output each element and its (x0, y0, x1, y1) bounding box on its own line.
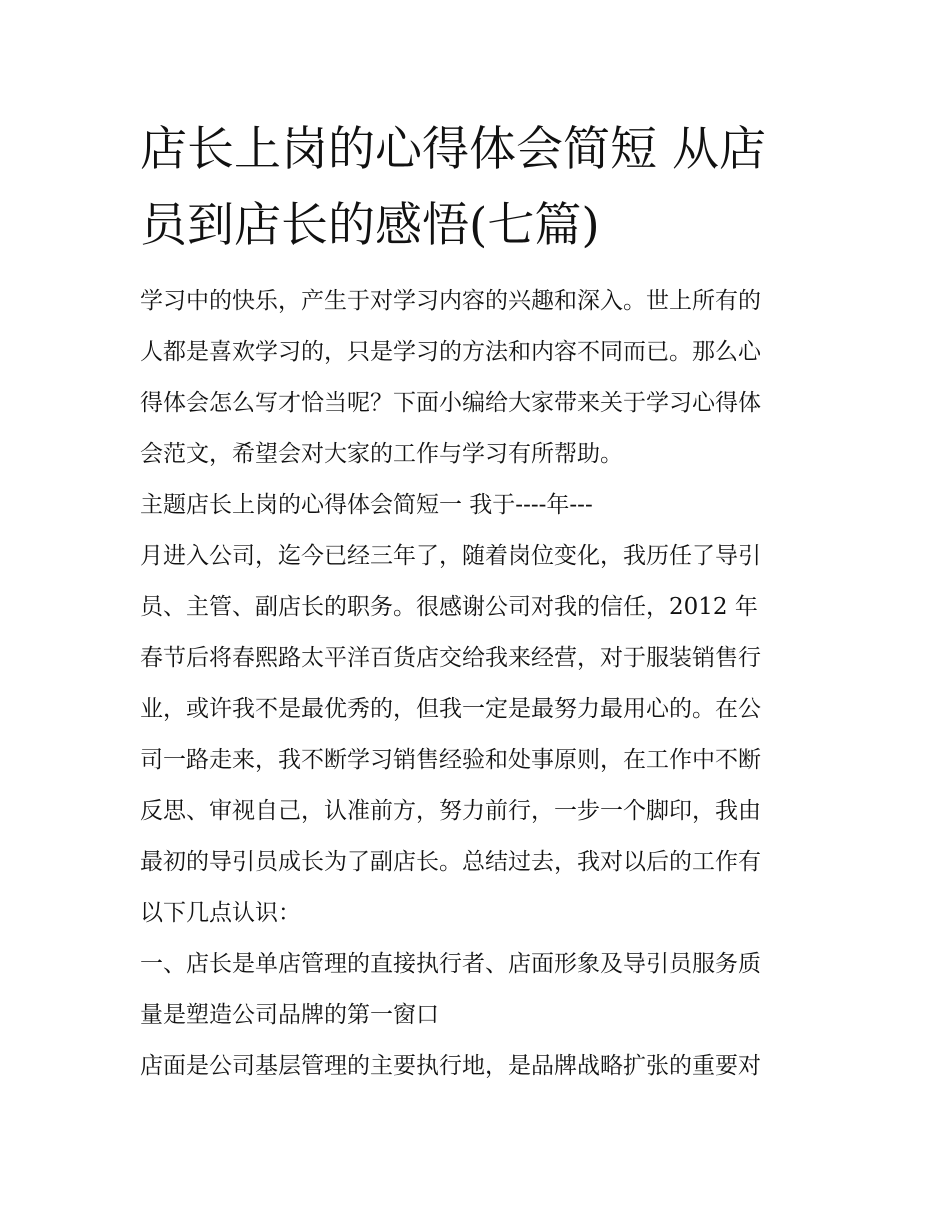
document-body (140, 276, 812, 1092)
body-line: 主题店长上岗的心得体会简短一 我于----年--- (140, 492, 593, 518)
title-line: 店长上岗的心得体会简短 从店 (140, 122, 766, 177)
document-title (140, 112, 812, 264)
title-line: 员到店长的感悟(七篇) (140, 198, 600, 253)
body-line: 一、店长是单店管理的直接执行者、店面形象及导引员服务质 (140, 951, 761, 977)
body-line: 春节后将春熙路太平洋百货店交给我来经营，对于服装销售行 (140, 645, 761, 671)
body-line: 业，或许我不是最优秀的，但我一定是最努力最用心的。在公 (140, 696, 761, 722)
body-line: 月进入公司，迄今已经三年了，随着岗位变化，我历任了导引 (140, 543, 761, 569)
body-line: 反思、审视自己，认准前方，努力前行，一步一个脚印，我由 (140, 798, 761, 824)
body-line: 学习中的快乐，产生于对学习内容的兴趣和深入。世上所有的 (140, 288, 761, 314)
body-line: 会范文，希望会对大家的工作与学习有所帮助。 (140, 441, 623, 467)
body-line: 人都是喜欢学习的，只是学习的方法和内容不同而已。那么心 (140, 339, 761, 365)
document-page (140, 112, 812, 1092)
body-line: 以下几点认识： (140, 900, 301, 926)
body-line: 得体会怎么写才恰当呢？下面小编给大家带来关于学习心得体 (140, 390, 761, 416)
body-line: 员、主管、副店长的职务。很感谢公司对我的信任，2012 年 (140, 594, 758, 620)
body-line: 最初的导引员成长为了副店长。总结过去，我对以后的工作有 (140, 849, 761, 875)
body-line: 店面是公司基层管理的主要执行地，是品牌战略扩张的重要对 (140, 1053, 761, 1079)
body-line: 量是塑造公司品牌的第一窗口 (140, 1002, 439, 1028)
body-line: 司一路走来，我不断学习销售经验和处事原则，在工作中不断 (140, 747, 761, 773)
